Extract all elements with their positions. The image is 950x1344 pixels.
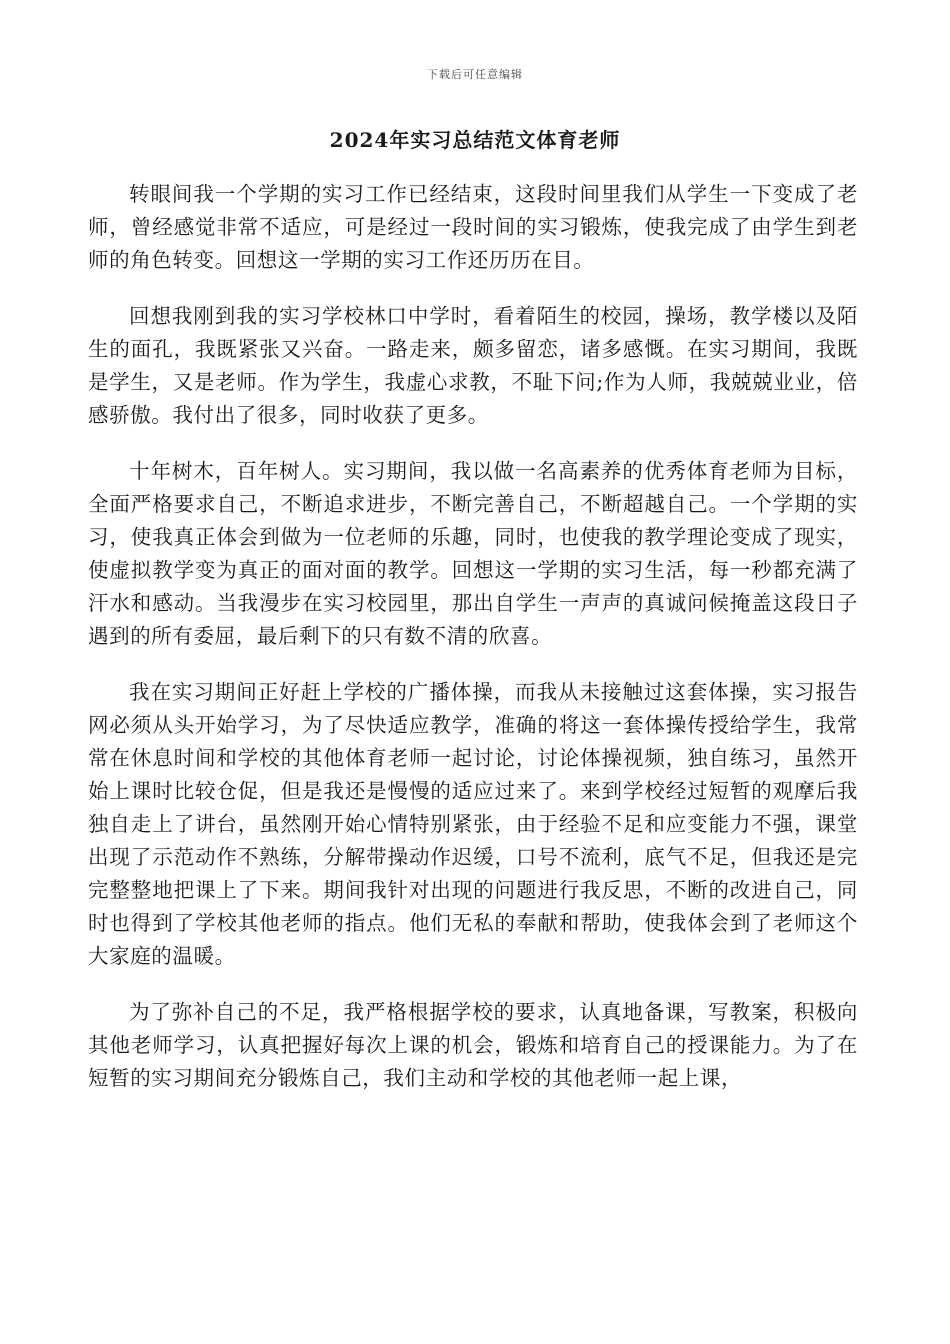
paragraph-3: 十年树木，百年树人。实习期间，我以做一名高素养的优秀体育老师为目标，全面严格要求自己，不断追求进步，不断完善自己，不断超越自己。一个学期的实习，使我真正体会到做为一位老师的乐趣，同时，也使我的教学理论变成了现实，使虚拟教学变为真正的面对面的教学。回想这一学期的实习生活，每一秒都充满了汗水和感动。当我漫步在实习校园里，那出自学生一声声的真诚问候掩盖这段日子遇到的所有委屈，最后剩下的只有数不清的欣喜。	[88, 459, 858, 648]
document-body	[88, 178, 858, 1118]
document-title: 2024年实习总结范文体育老师	[329, 128, 621, 152]
paragraph-5: 为了弥补自己的不足，我严格根据学校的要求，认真地备课，写教案，积极向其他老师学习，认真把握好每次上课的机会，锻炼和培育自己的授课能力。为了在短暂的实习期间充分锻炼自己，我们主动和学校的其他老师一起上课，	[88, 1000, 858, 1090]
paragraph-4: 我在实习期间正好赶上学校的广播体操，而我从未接触过这套体操，实习报告网必须从头开始学习，为了尽快适应教学，准确的将这一套体操传授给学生，我常常在休息时间和学校的其他体育老师一起讨论，讨论体操视频，独自练习，虽然开始上课时比较仓促，但是我还是慢慢的适应过来了。来到学校经过短暂的观摩后我独自走上了讲台，虽然刚开始心情特别紧张，由于经验不足和应变能力不强，课堂出现了示范动作不熟练，分解带操动作迟缓，口号不流利，底气不足，但我还是完完整整地把课上了下来。期间我针对出现的问题进行我反思，不断的改进自己，同时也得到了学校其他老师的指点。他们无私的奉献和帮助，使我体会到了老师这个大家庭的温暖。	[88, 680, 858, 968]
paragraph-1: 转眼间我一个学期的实习工作已经结束，这段时间里我们从学生一下变成了老师，曾经感觉非常不适应，可是经过一段时间的实习锻炼，使我完成了由学生到老师的角色转变。回想这一学期的实习工作还历历在目。	[88, 182, 858, 272]
paragraph-2: 回想我刚到我的实习学校林口中学时，看着陌生的校园，操场，教学楼以及陌生的面孔，我既紧张又兴奋。一路走来，颇多留恋，诸多感慨。在实习期间，我既是学生，又是老师。作为学生，我虚心求教，不耻下问;作为人师，我兢兢业业，倍感骄傲。我付出了很多，同时收获了更多。	[88, 304, 858, 427]
header-note: 下载后可任意编辑	[427, 68, 523, 81]
